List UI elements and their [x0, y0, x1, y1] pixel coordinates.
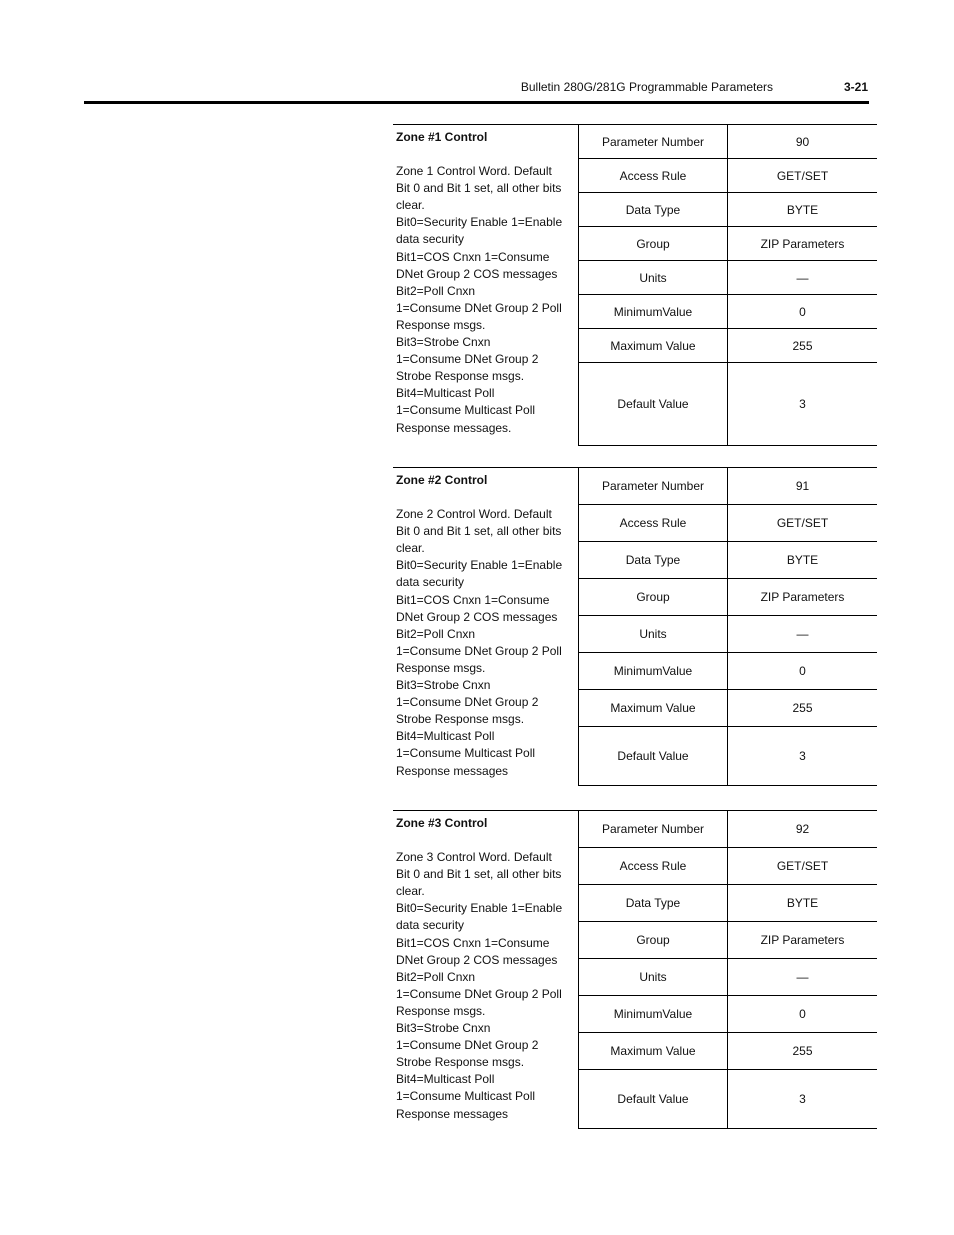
description-line: 1=Consume DNet Group 2 Poll	[396, 300, 562, 315]
page-header	[0, 80, 954, 100]
parameter-name: Maximum Value	[579, 329, 728, 363]
parameter-name: Data Type	[579, 885, 728, 922]
parameter-value: BYTE	[728, 193, 878, 227]
description-line: Strobe Response msgs.	[396, 712, 525, 727]
parameter-value: —	[728, 261, 878, 295]
parameter-value: 92	[728, 811, 878, 848]
description-line: Bit 0 and Bit 1 set, all other bits	[396, 181, 562, 196]
parameter-value: —	[728, 959, 878, 996]
parameter-title: Zone #2 Control	[396, 473, 488, 487]
parameter-name: Parameter Number	[579, 125, 728, 159]
description-line: Bit1=COS Cnxn 1=Consume	[396, 935, 550, 950]
parameter-name: Parameter Number	[579, 811, 728, 848]
parameter-value: 255	[728, 329, 878, 363]
parameter-name: Access Rule	[579, 159, 728, 193]
parameter-name: Default Value	[579, 1070, 728, 1129]
parameter-title: Zone #1 Control	[396, 130, 488, 144]
description-line: 1=Consume DNet Group 2	[396, 352, 539, 367]
parameter-name: Group	[579, 227, 728, 261]
parameter-value: BYTE	[728, 885, 878, 922]
parameter-name: Units	[579, 959, 728, 996]
description-line: Bit4=Multicast Poll	[396, 729, 495, 744]
zone-2-control-table	[393, 467, 877, 786]
parameter-value: 3	[728, 1070, 878, 1129]
description-line: Response messages.	[396, 420, 512, 435]
parameter-value: GET/SET	[728, 505, 878, 542]
description-line: DNet Group 2 COS messages	[396, 266, 558, 281]
description-line: Bit3=Strobe Cnxn	[396, 678, 491, 693]
parameter-description	[393, 811, 579, 1129]
parameter-value: 3	[728, 727, 878, 786]
header-title: Bulletin 280G/281G Programmable Parameters	[520, 80, 773, 94]
parameter-value: ZIP Parameters	[728, 227, 878, 261]
header-rule	[84, 101, 869, 104]
parameter-name: Data Type	[579, 193, 728, 227]
parameter-name: MinimumValue	[579, 295, 728, 329]
parameter-value: ZIP Parameters	[728, 922, 878, 959]
description-line: DNet Group 2 COS messages	[396, 952, 558, 967]
description-line: Bit0=Security Enable 1=Enable	[396, 901, 563, 916]
description-line: Bit2=Poll Cnxn	[396, 626, 476, 641]
parameter-value: 3	[728, 363, 878, 446]
description-line: 1=Consume DNet Group 2	[396, 695, 539, 710]
description-line: DNet Group 2 COS messages	[396, 609, 558, 624]
parameter-name: MinimumValue	[579, 996, 728, 1033]
parameter-row	[393, 468, 877, 505]
description-line: Bit2=Poll Cnxn	[396, 283, 476, 298]
parameter-value: 255	[728, 690, 878, 727]
parameter-name: Group	[579, 579, 728, 616]
description-line: Bit 0 and Bit 1 set, all other bits	[396, 524, 562, 539]
description-line: 1=Consume Multicast Poll	[396, 746, 536, 761]
parameter-value: 90	[728, 125, 878, 159]
description-line: clear.	[396, 198, 425, 213]
description-line: Bit1=COS Cnxn 1=Consume	[396, 249, 550, 264]
description-line: Zone 1 Control Word. Default	[396, 164, 552, 179]
parameter-value: 255	[728, 1033, 878, 1070]
description-line: Response msgs.	[396, 660, 486, 675]
description-line: Zone 2 Control Word. Default	[396, 507, 552, 522]
description-line: Bit 0 and Bit 1 set, all other bits	[396, 867, 562, 882]
parameter-description	[393, 468, 579, 786]
parameter-title: Zone #3 Control	[396, 816, 488, 830]
parameter-value: GET/SET	[728, 848, 878, 885]
description-line: Bit1=COS Cnxn 1=Consume	[396, 592, 550, 607]
description-line: Bit0=Security Enable 1=Enable	[396, 558, 563, 573]
parameter-value: 0	[728, 653, 878, 690]
description-line: data security	[396, 918, 465, 933]
parameter-name: Maximum Value	[579, 690, 728, 727]
parameter-name: Parameter Number	[579, 468, 728, 505]
description-line: clear.	[396, 884, 425, 899]
description-line: data security	[396, 232, 465, 247]
description-line: 1=Consume DNet Group 2	[396, 1038, 539, 1053]
parameter-name: Data Type	[579, 542, 728, 579]
parameter-value: ZIP Parameters	[728, 579, 878, 616]
parameter-value: 0	[728, 295, 878, 329]
parameter-name: Default Value	[579, 727, 728, 786]
zone-3-control-table	[393, 810, 877, 1129]
description-line: Response msgs.	[396, 317, 486, 332]
parameter-description	[393, 125, 579, 446]
parameter-name: Maximum Value	[579, 1033, 728, 1070]
description-line: 1=Consume DNet Group 2 Poll	[396, 986, 562, 1001]
parameter-name: Units	[579, 616, 728, 653]
description-line: Bit3=Strobe Cnxn	[396, 1021, 491, 1036]
description-line: data security	[396, 575, 465, 590]
parameter-name: Access Rule	[579, 505, 728, 542]
parameter-name: Default Value	[579, 363, 728, 446]
parameter-name: Group	[579, 922, 728, 959]
description-line: Response msgs.	[396, 1003, 486, 1018]
description-line: Zone 3 Control Word. Default	[396, 850, 552, 865]
parameter-value: 0	[728, 996, 878, 1033]
parameter-value: GET/SET	[728, 159, 878, 193]
parameter-row	[393, 811, 877, 848]
description-line: Response messages	[396, 1106, 509, 1121]
description-line: Bit2=Poll Cnxn	[396, 969, 476, 984]
description-line: Strobe Response msgs.	[396, 1055, 525, 1070]
description-line: clear.	[396, 541, 425, 556]
parameter-value: 91	[728, 468, 878, 505]
parameter-name: MinimumValue	[579, 653, 728, 690]
description-line: 1=Consume Multicast Poll	[396, 1089, 536, 1104]
description-line: Bit0=Security Enable 1=Enable	[396, 215, 563, 230]
parameter-value: BYTE	[728, 542, 878, 579]
parameter-name: Access Rule	[579, 848, 728, 885]
parameter-name: Units	[579, 261, 728, 295]
description-line: Bit3=Strobe Cnxn	[396, 335, 491, 350]
description-line: Response messages	[396, 763, 509, 778]
zone-1-control-table	[393, 124, 877, 446]
description-line: 1=Consume Multicast Poll	[396, 403, 536, 418]
parameter-row	[393, 125, 877, 159]
description-line: Bit4=Multicast Poll	[396, 1072, 495, 1087]
description-line: 1=Consume DNet Group 2 Poll	[396, 643, 562, 658]
page-number: 3-21	[843, 80, 868, 94]
description-line: Bit4=Multicast Poll	[396, 386, 495, 401]
parameter-value: —	[728, 616, 878, 653]
description-line: Strobe Response msgs.	[396, 369, 525, 384]
